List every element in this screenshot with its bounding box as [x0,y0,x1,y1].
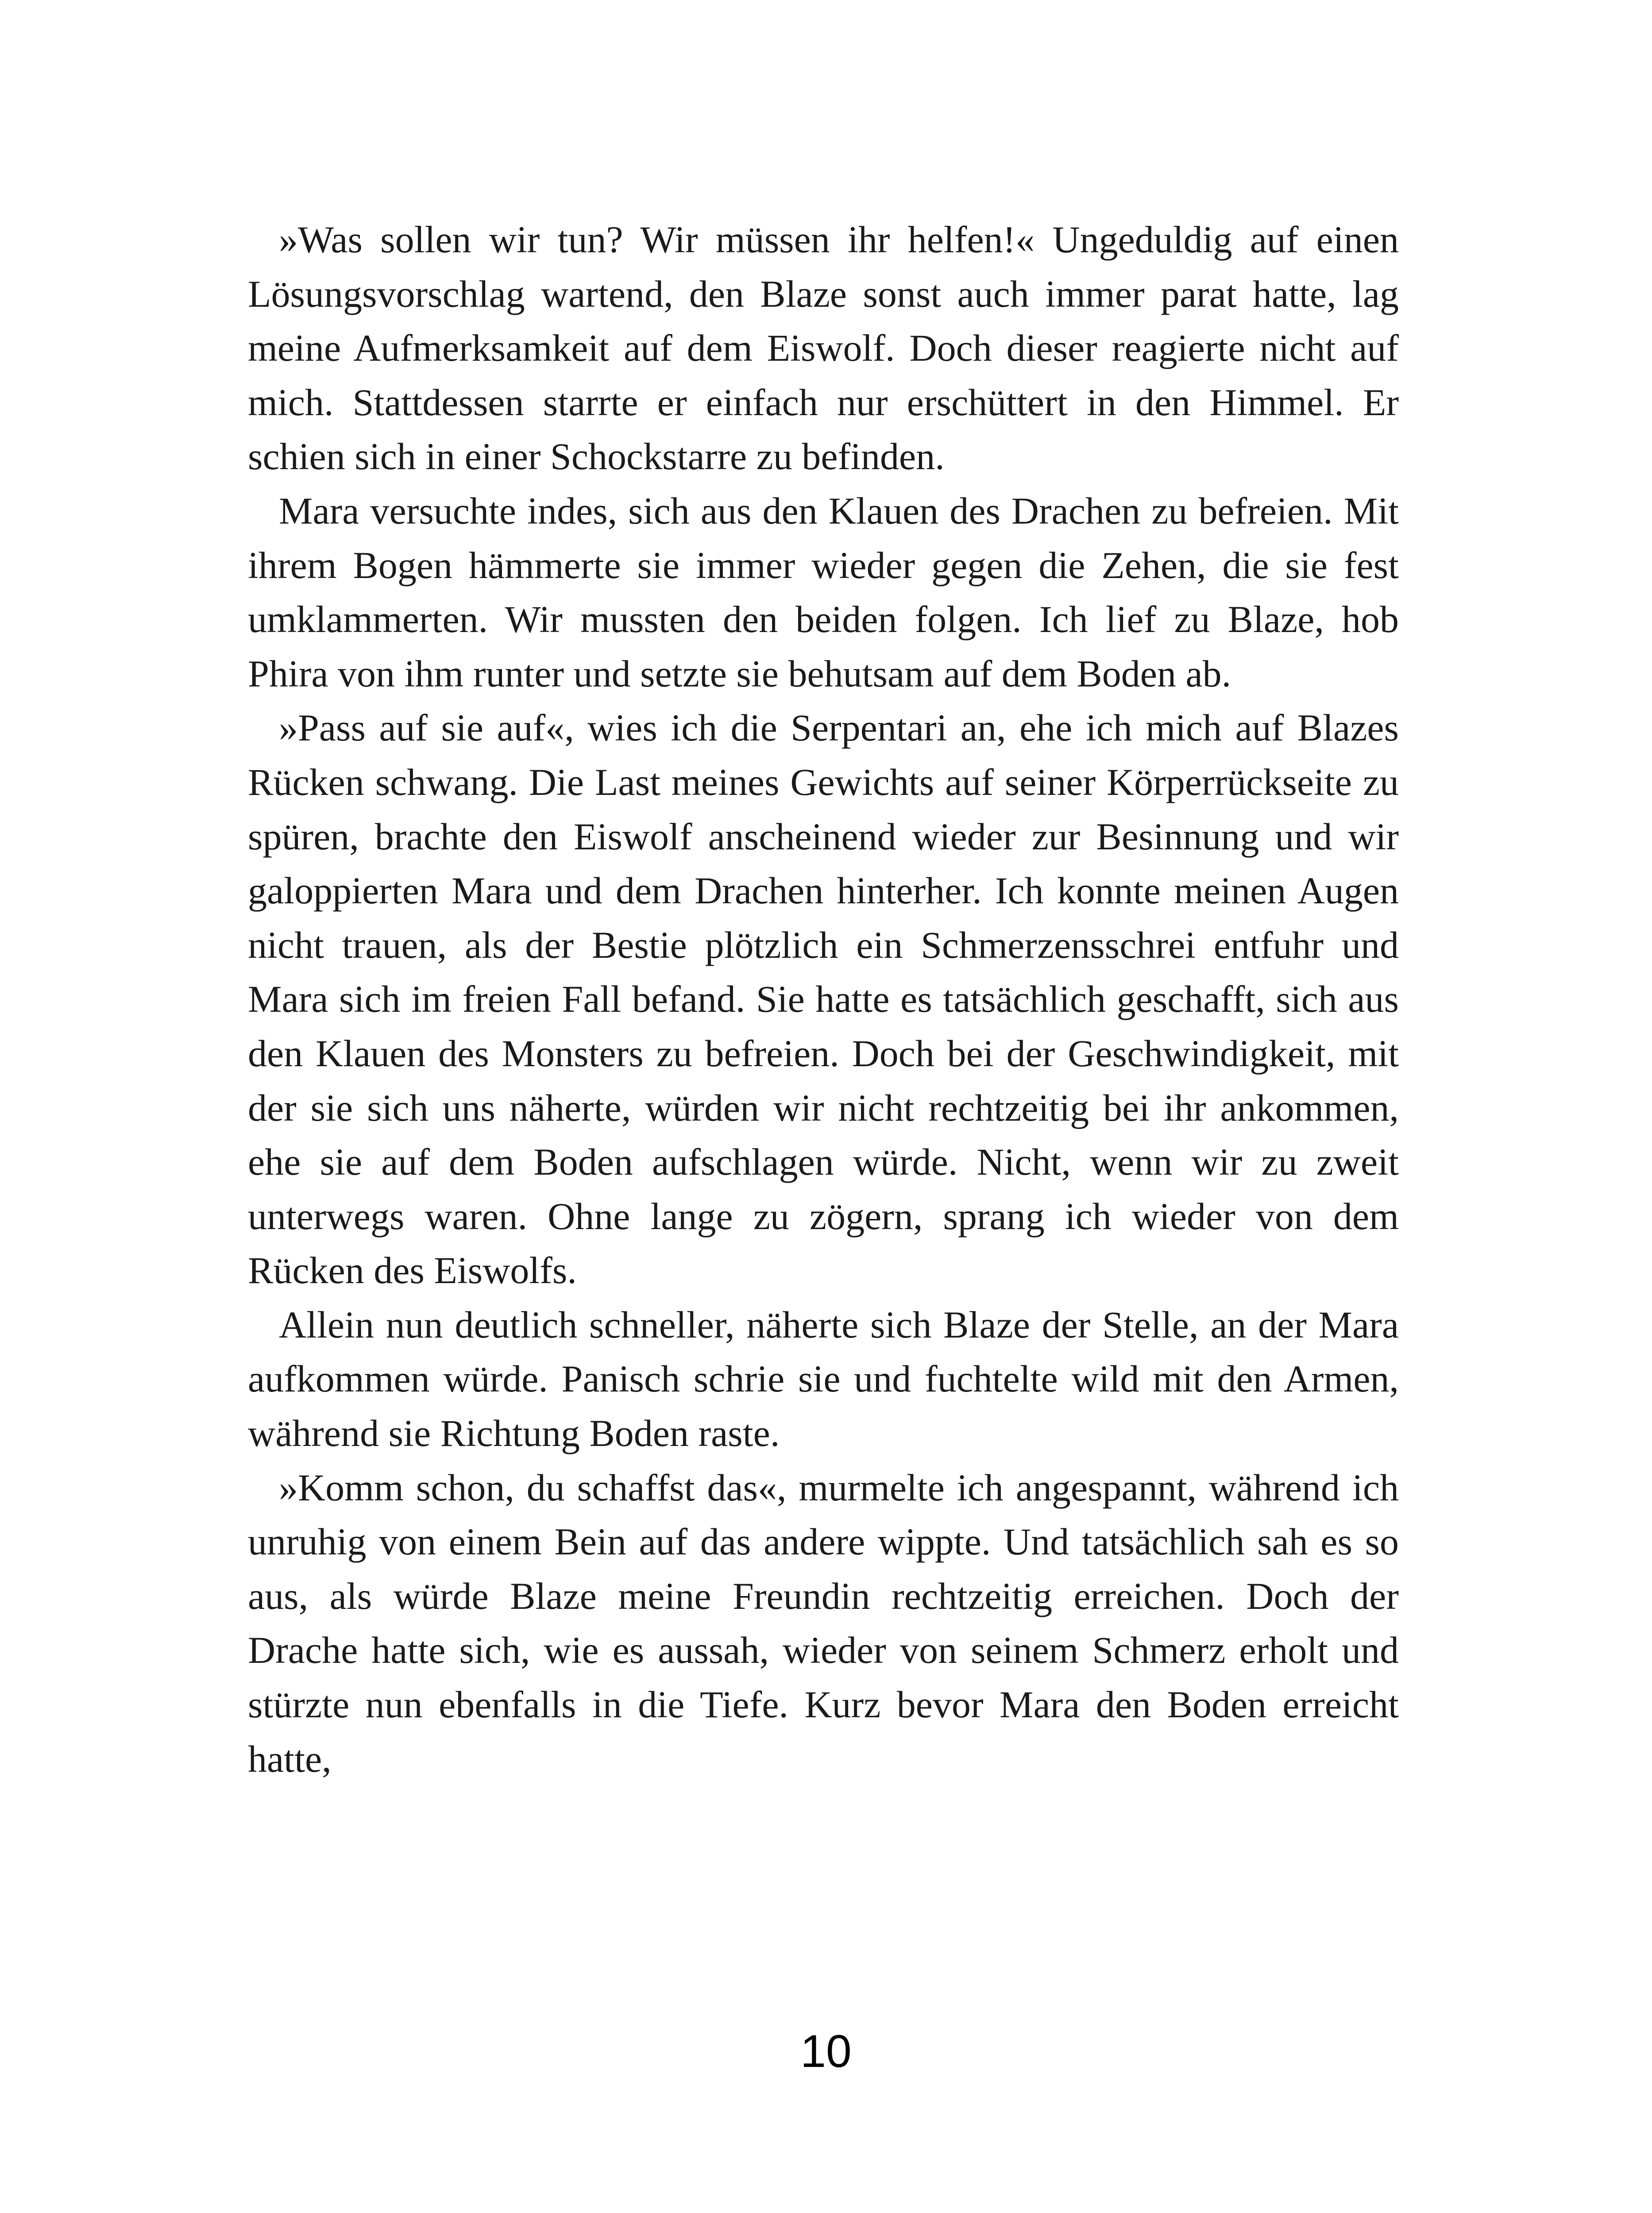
paragraph-4: Allein nun deutlich schneller, näherte sich Blaze der Stelle, an der Mara aufkommen würde. Panisch schrie sie und fuchtelte wild mit den Armen, während sie Richtung Boden raste. [248,1303,1399,1455]
paragraph-5: »Komm schon, du schaffst das«, murmelte ich angespannt, während ich unruhig von einem Bein auf das andere wippte. Und tatsächlich sah es so aus, als würde Blaze meine Freundin rechtzeitig erreichen. Doch der Drache hatte sich, wie es aussah, wieder von seinem Schmerz erholt und stürzte nun ebenfalls in die Tiefe. Kurz bevor Mara den Boden erreicht hatte, [248,1466,1399,1780]
paragraph-3: »Pass auf sie auf«, wies ich die Serpentari an, ehe ich mich auf Blazes Rücken schwang. Die Last meines Gewichts auf seiner Körperrückseite zu spüren, brachte den Eiswolf anscheinend wieder zur Besinnung und wir galoppierten Mara und dem Drachen hinterher. Ich konnte meinen Augen nicht trauen, als der Bestie plötzlich ein Schmerzensschrei entfuhr und Mara sich im freien Fall befand. Sie hatte es tatsächlich geschafft, sich aus den Klauen des Monsters zu befreien. Doch bei der Geschwindigkeit, mit der sie sich uns näherte, würden wir nicht rechtzeitig bei ihr ankommen, ehe sie auf dem Boden aufschlagen würde. Nicht, wenn wir zu zweit unterwegs waren. Ohne lange zu zögern, sprang ich wieder von dem Rücken des Eiswolfs. [248,706,1399,1292]
page-number: 10 [800,2026,852,2077]
paragraph-1: »Was sollen wir tun? Wir müssen ihr helfen!« Ungeduldig auf einen Lösungsvorschlag wartend, den Blaze sonst auch immer parat hatte, lag meine Aufmerksamkeit auf dem Eiswolf. Doch dieser reagierte nicht auf mich. Stattdessen starrte er einfach nur erschüttert in den Himmel. Er schien sich in einer Schockstarre zu befinden. [248,218,1399,478]
paragraph-2: Mara versuchte indes, sich aus den Klauen des Drachen zu befreien. Mit ihrem Bogen hämmerte sie immer wieder gegen die Zehen, die sie fest umklammerten. Wir mussten den beiden folgen. Ich lief zu Blaze, hob Phira von ihm runter und setzte sie behutsam auf dem Boden ab. [248,489,1399,695]
body-text [248,212,1399,1786]
